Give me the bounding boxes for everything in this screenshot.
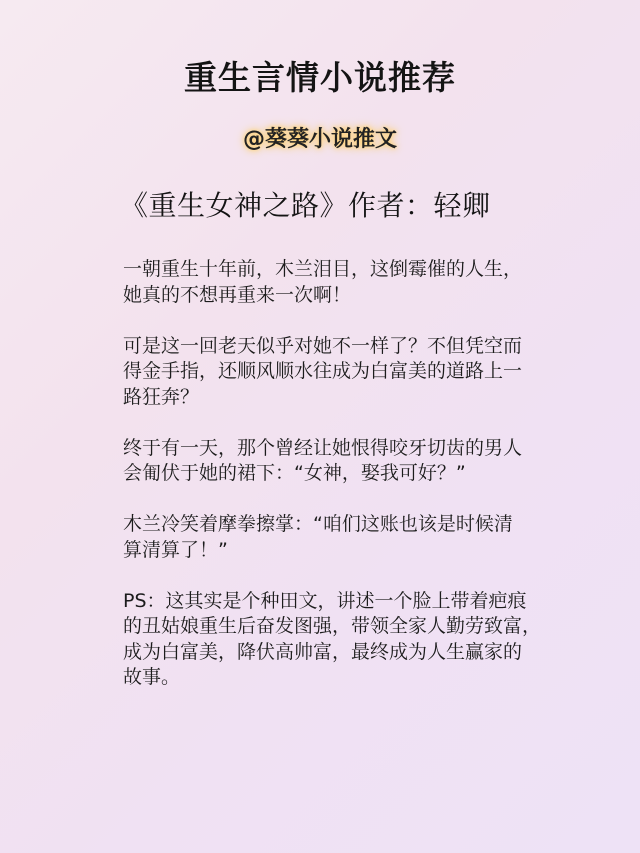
- paragraph: 可是这一回老天似乎对她不一样了？不但凭空而 得金手指，还顺风顺水往成为白富美的道路上一 路狂奔？: [123, 334, 523, 408]
- paragraph: 一朝重生十年前，木兰泪目，这倒霉催的人生， 她真的不想再重来一次啊！: [123, 258, 523, 306]
- synopsis: [123, 257, 563, 716]
- author-tag: [0, 120, 640, 155]
- paragraph: 终于有一天，那个曾经让她恨得咬牙切齿的男人 会匍伏于她的裙下：“女神，娶我可好？”: [123, 436, 523, 484]
- author-tag-label: @葵葵小说推文: [242, 127, 397, 152]
- page-title: 重生言情小说推荐: [184, 58, 456, 97]
- paragraph: 木兰冷笑着摩拳擦掌：“咱们这账也该是时候清 算清算了！”: [123, 513, 513, 561]
- book-heading: 《重生女神之路》作者：轻卿: [120, 189, 491, 222]
- paragraph: PS：这其实是个种田文，讲述一个脸上带着疤痕 的丑姑娘重生后奋发图强，带领全家人勤劳致富， 成为白富美，降伏高帅富，最终成为人生赢家的 故事。: [123, 589, 542, 688]
